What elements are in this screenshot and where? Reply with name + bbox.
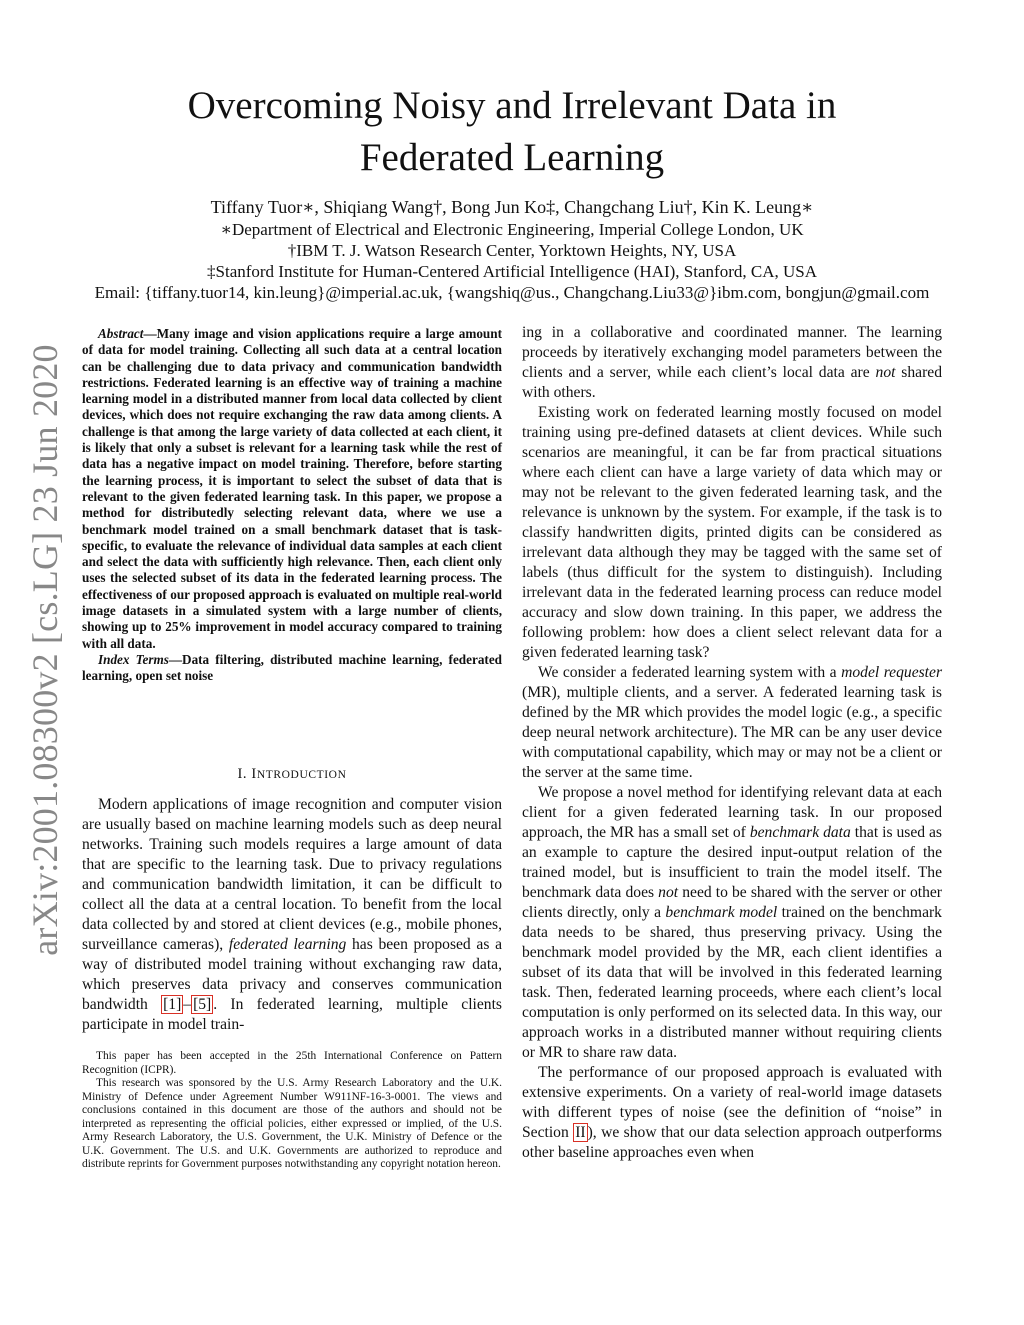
right-p4-a: The performance of our proposed approach is evaluated with extensive experiments. On a variety of real-world image datasets with different types of noise (see the definition of “noise” in Section	[522, 1064, 942, 1141]
right-paragraph-0	[522, 323, 942, 403]
affiliation-stanford: ‡Stanford Institute for Human-Centered Artificial Intelligence (HAI), Stanford, CA, USA	[207, 262, 817, 281]
title-line-2: Federated Learning	[359, 136, 665, 179]
section-ref-link[interactable]: II	[575, 1124, 586, 1141]
index-terms-text: —Data filtering, distributed machine learning, federated learning, open set noise	[82, 651, 503, 684]
right-p2-a: We consider a federated learning system with a	[538, 664, 842, 681]
affiliation-imperial: ∗Department of Electrical and Electronic Engineering, Imperial College London, UK	[220, 220, 804, 239]
section-number: I.	[237, 766, 252, 782]
right-p0-b: shared with others.	[522, 364, 942, 401]
abstract-paragraph	[82, 326, 502, 652]
arxiv-identifier	[16, 344, 74, 956]
right-paragraph-2	[522, 663, 942, 783]
right-paragraph-4	[522, 1063, 942, 1163]
right-p0-em: not	[875, 364, 896, 381]
author-names: Tiffany Tuor∗, Shiqiang Wang†, Bong Jun Ko‡, Changchang Liu†, Kin K. Leung∗	[210, 197, 814, 217]
index-terms	[82, 652, 502, 685]
footnote-icpr: This paper has been accepted in the 25th International Conference on Pattern Recognition (ICPR).	[82, 1050, 502, 1076]
citation-link-1[interactable]: [1]	[163, 996, 182, 1013]
intro-emphasis: federated learning	[228, 936, 347, 953]
title-line-1: Overcoming Noisy and Irrelevant Data in	[187, 84, 837, 127]
right-column-text	[522, 323, 942, 1163]
arxiv-id-text: arXiv:2001.08300v2 [cs.LG] 23 Jun 2020	[25, 344, 66, 956]
right-p3-em1: benchmark data	[749, 824, 851, 841]
right-p2-em: model requester	[841, 664, 943, 681]
right-p4-b: ), we show that our data selection approach outperforms other baseline approaches even when	[522, 1124, 942, 1161]
author-block	[60, 196, 964, 303]
right-p3-b: that is used as an example to capture the desired input-output relation of the trained model, but is insufficient to train the model itself. The benchmark data does	[522, 824, 943, 901]
author-emails: Email: {tiffany.tuor14, kin.leung}@imperial.ac.uk, {wangshiq@us., Changchang.Liu33@}ibm.com, bongjun@gmail.com	[94, 283, 930, 302]
abstract-text: —Many image and vision applications require a large amount of data for model training. Collecting all such data at a central location can be challenging due to data privacy and communication bandwidth restrictions. Federated learning is an effective way of training a machine learning model in a distributed manner from local data collected by client devices, which does not require exchanging the raw data among clients. A challenge is that among the large variety of data collected at each client, it is likely that only a subset is relevant for a learning task while the rest of data has a negative impact on model training. Therefore, before starting the learning process, it is important to select the subset of data that is relevant to the given federated learning task. In this paper, we propose a method for distributedly selecting relevant data, where we use a benchmark model trained on a small benchmark dataset that is task-specific, to evaluate the relevance of individual data samples at each client and select the data with sufficiently high relevance. Then, each client only uses the selected subset of its data in the federated learning process. The effectiveness of our proposed approach is evaluated on multiple real-world image datasets in a simulated system with a large number of clients, showing up to 25% improvement in model accuracy compared to training with all data.	[82, 326, 502, 651]
intro-paragraph-1	[82, 795, 502, 1035]
right-p3-d: trained on the benchmark data needs to be shared, thus preserving privacy. Using the benchmark model provided by the MR, each client identifies a subset of its data that will be involved in this federated learning task. Then, federated learning proceeds, where each client’s local computation is only performed on its selected data. In this way, our approach works in a distributed manner without requiring clients or MR to share raw data.	[522, 904, 942, 1061]
right-p0-a: ing in a collaborative and coordinated manner. The learning proceeds by iteratively exchanging model parameters between the clients and a server, while each client’s local data are	[522, 324, 942, 381]
index-terms-label: Index Terms	[98, 651, 169, 667]
citation-link-5[interactable]: [5]	[193, 996, 212, 1013]
citation-dash: –	[183, 996, 192, 1013]
footnote-sponsorship: This research was sponsored by the U.S. Army Research Laboratory and the U.K. Ministry of Defence under Agreement Number W911NF-16-3-0001. The views and conclusions contained in this document are those of the authors and should not be interpreted as representing the official policies, either expressed or implied, of the U.S. Army Research Laboratory, the U.S. Government, the U.K. Ministry of Defence or the U.K. Government. The U.S. and U.K. Governments are authorized to reproduce and distribute reprints for Government purposes notwithstanding any copyright notation hereon.	[82, 1077, 502, 1170]
section-title-rest: NTRODUCTION	[256, 769, 347, 781]
abstract-label: Abstract	[98, 326, 144, 341]
introduction-text	[82, 795, 502, 1035]
right-paragraph-3	[522, 783, 942, 1063]
right-p3-c: need to be shared with the server or other clients directly, only a	[522, 884, 942, 921]
intro-text-b: has been proposed as a way of distributed model training without exchanging raw data, which preserves data privacy and conserves communication bandwidth	[82, 936, 502, 1013]
right-p3-em3: benchmark model	[665, 904, 778, 921]
right-p2-b: (MR), multiple clients, and a server. A federated learning task is defined by the MR which provides the model logic (e.g., a specific deep neural network architecture). The MR can be any user device with computational capability, which may or may not be a client or the server at the same time.	[522, 684, 942, 781]
section-heading-introduction	[82, 766, 502, 783]
right-p3-a: We propose a novel method for identifying relevant data at each client for a given federated learning task. In our proposed approach, the MR has a small set of	[522, 784, 942, 841]
right-p3-em2: not	[658, 884, 679, 901]
footnotes	[82, 1050, 502, 1172]
intro-text-c: . In federated learning, multiple clients participate in model train-	[82, 996, 503, 1033]
intro-text-a: Modern applications of image recognition and computer vision are usually based on machine learning models such as deep neural networks. Training such models requires a large amount of data that are specific to the learning task. Due to privacy regulations and communication bandwidth limitation, it can be difficult to collect all the data at a central location. To benefit from the local data collected by and stored at client devices (e.g., mobile phones, surveillance cameras),	[82, 796, 502, 953]
paper-title	[100, 80, 924, 184]
right-paragraph-1: Existing work on federated learning mostly focused on model training using pre-defined datasets at client devices. While such scenarios are meaningful, it can be far from practical situations where each client can have a large variety of data which may or may not be relevant to the given federated learning task, and the relevance is unknown by the system. For example, if the task is to classify handwritten digits, printed digits can be considered as irrelevant data although they may be tagged with the same set of labels (thus difficult for the system to distinguish). Including irrelevant data in the federated learning process can reduce model accuracy and slow down training. In this paper, we address the following problem: how does a client select relevant data for a given federated learning task?	[522, 404, 942, 661]
section-title-initial: I	[251, 766, 257, 782]
abstract	[82, 326, 502, 685]
affiliation-ibm: †IBM T. J. Watson Research Center, Yorktown Heights, NY, USA	[287, 241, 737, 260]
